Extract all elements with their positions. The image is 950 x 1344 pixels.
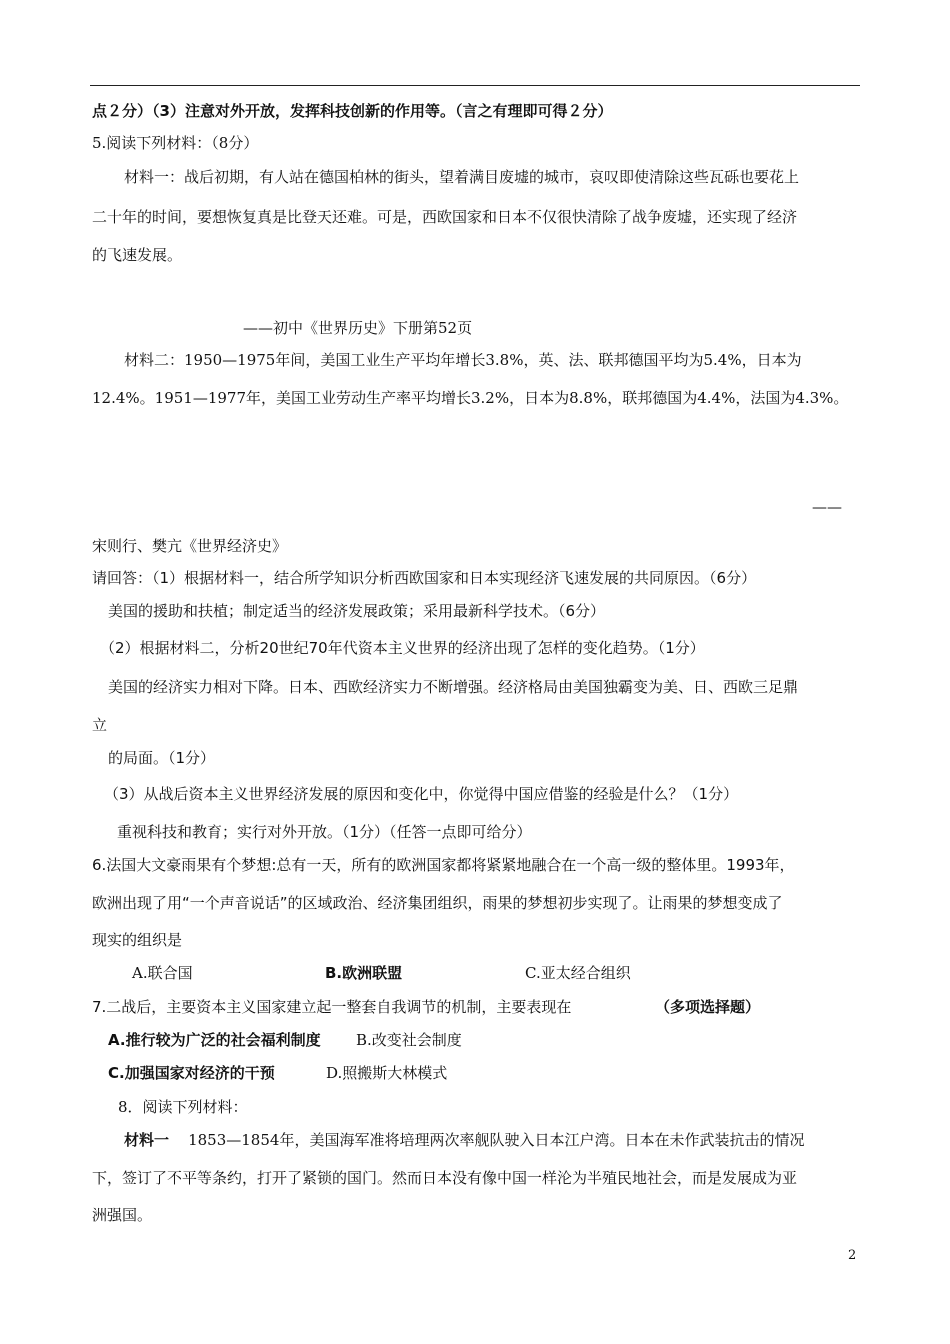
q5-material1-source: ——初中《世界历史》下册第52页 (243, 319, 473, 337)
q8-material1-line2: 下，签订了不平等条约，打开了紧锁的国门。然而日本没有像中国一样沦为半殖民地社会，而是发展成为亚 (92, 1169, 798, 1187)
q5-material2-source-dash: —— (812, 498, 842, 516)
q6-line3: 现实的组织是 (92, 931, 183, 949)
q8-material1-line3: 洲强国。 (92, 1206, 153, 1224)
q6-line1: 6.法国大文豪雨果有个梦想:总有一天，所有的欧洲国家都将紧紧地融合在一个高一级的整体里。1993年， (92, 856, 795, 874)
q6-option-c: C.亚太经合组织 (525, 964, 631, 982)
q5-question1: 请回答：（1）根据材料一，结合所学知识分析西欧国家和日本实现经济飞速发展的共同原因。（6分） (92, 569, 757, 587)
q5-material2-line2: 12.4%。1951—1977年，美国工业劳动生产率平均增长3.2%，日本为8.8%，联邦德国为4.4%，法国为4.3%。 (92, 389, 849, 407)
q5-title: 5.阅读下列材料：（8分） (92, 134, 259, 152)
q6-option-b: B.欧洲联盟 (325, 964, 403, 982)
q8-material1-line1 (124, 1130, 804, 1150)
q7-option-c: C.加强国家对经济的干预 (108, 1064, 275, 1082)
q5-material1-line3: 的飞速发展。 (92, 246, 183, 264)
header-answer-line: 点２分）（3）注意对外开放，发挥科技创新的作用等。（言之有理即可得２分） (92, 102, 613, 120)
q5-question3: （3）从战后资本主义世界经济发展的原因和变化中，你觉得中国应借鉴的经验是什么？（1分） (104, 785, 739, 803)
q8-material1-label: 材料一 (124, 1131, 170, 1149)
q5-answer2-line3: 的局面。（1分） (108, 749, 216, 767)
q7-stem: 7.二战后，主要资本主义国家建立起一整套自我调节的机制，主要表现在 (92, 998, 572, 1016)
q6-option-a: A.联合国 (132, 964, 193, 982)
q5-material2-line1: 材料二：1950—1975年间，美国工业生产平均年增长3.8%，英、法、联邦德国平均为5.4%，日本为 (124, 351, 802, 369)
q8-material1-text: 1853—1854年，美国海军准将培理两次率舰队驶入日本江户湾。日本在未作武装抗击的情况 (188, 1131, 805, 1149)
q5-answer2-line2: 立 (92, 716, 108, 734)
q5-material1-line1: 材料一：战后初期，有人站在德国柏林的街头，望着满目废墟的城市，哀叹即使清除这些瓦砾也要花上 (124, 168, 800, 186)
q5-material2-source: 宋则行、樊亢《世界经济史》 (92, 537, 288, 555)
q5-answer3: 重视科技和教育；实行对外开放。（1分）（任答一点即可给分） (117, 823, 532, 841)
q6-line2: 欧洲出现了用“一个声音说话”的区域政治、经济集团组织，雨果的梦想初步实现了。让雨果的梦想变成了 (92, 894, 783, 912)
q5-material1-line2: 二十年的时间，要想恢复真是比登天还难。可是，西欧国家和日本不仅很快清除了战争废墟，还实现了经济 (92, 208, 798, 226)
q7-option-a: A.推行较为广泛的社会福利制度 (108, 1031, 321, 1049)
header-rule (90, 85, 860, 86)
q7-type: （多项选择题） (655, 998, 761, 1016)
q7-option-d: D.照搬斯大林模式 (326, 1064, 448, 1082)
q5-answer2-line1: 美国的经济实力相对下降。日本、西欧经济实力不断增强。经济格局由美国独霸变为美、日、西欧三足鼎 (108, 678, 799, 696)
q7-option-b: B.改变社会制度 (356, 1031, 462, 1049)
q8-title: 8．阅读下列材料： (118, 1098, 248, 1116)
page-number: 2 (848, 1248, 857, 1263)
q5-question2: （2）根据材料二，分析20世纪70年代资本主义世界的经济出现了怎样的变化趋势。（1分） (100, 639, 705, 657)
q5-answer1: 美国的援助和扶植；制定适当的经济发展政策；采用最新科学技术。（6分） (108, 602, 606, 620)
